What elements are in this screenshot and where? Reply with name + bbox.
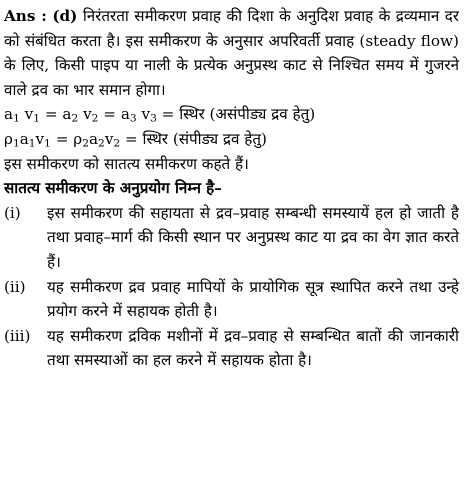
list-item-number: (i) xyxy=(4,203,21,222)
list-item xyxy=(4,201,459,275)
answer-intro-paragraph xyxy=(4,4,459,102)
applications-heading: सातत्य समीकरण के अनुप्रयोग निम्न है– xyxy=(4,179,222,198)
list-item-text: इस समीकरण की सहायता से द्रव–प्रवाह सम्बन्धी समस्यायें हल हो जाती है तथा प्रवाह–मार्ग की किसी स्थान पर अनुप्रस्थ काट या द्रव का वेग ज्ञात करते हैं। xyxy=(47,203,459,271)
equation-1-rhs: = स्थिर (असंपीड्य द्रव हेतु) xyxy=(161,105,316,124)
list-item-number: (iii) xyxy=(4,326,31,345)
answer-intro-text: निरंतरता समीकरण प्रवाह की दिशा के अनुदिश प्रवाह के द्रव्यमान दर को संबंधित करता है। इस समीकरण के अनुसार अपरिवर्ती प्रवाह (steady flow) के लिए, किसी पाइप या नाली के प्रत्येक अनुप्रस्थ काट से निश्चित समय में गुजरने वाले द्रव का भार समान होगा। xyxy=(4,7,459,99)
continuity-equation-incompressible: $a_1$ $v_1 = a_2$ $v_2 = a_3$ $v_3$ = स्थिर (असंपीड्य द्रव हेतु) xyxy=(4,105,316,126)
equation-2-rhs: = स्थिर (संपीड्य द्रव हेतु) xyxy=(125,129,267,148)
list-item-text: यह समीकरण द्रव प्रवाह मापियों के प्रायोगिक सूत्र स्थापित करने तथा उन्हे प्रयोग करने में सहायक होती है। xyxy=(47,277,459,321)
list-item-number: (ii) xyxy=(4,277,26,296)
list-item xyxy=(4,275,459,324)
list-item xyxy=(4,324,459,373)
list-item-text: यह समीकरण द्रविक मशीनों में द्रव–प्रवाह से सम्बन्धित बातों की जानकारी तथा समस्याओं का हल करने में सहायक होता है। xyxy=(47,326,459,370)
answer-label: Ans : xyxy=(4,7,47,25)
answer-option: (d) xyxy=(52,7,78,25)
naming-line: इस समीकरण को सातत्य समीकरण कहते हैं। xyxy=(4,154,249,173)
continuity-equation-compressible: $\rho_1a_1v_1 = \rho_2a_2v_2$ = स्थिर (संपीड्य द्रव हेतु) xyxy=(4,129,267,150)
